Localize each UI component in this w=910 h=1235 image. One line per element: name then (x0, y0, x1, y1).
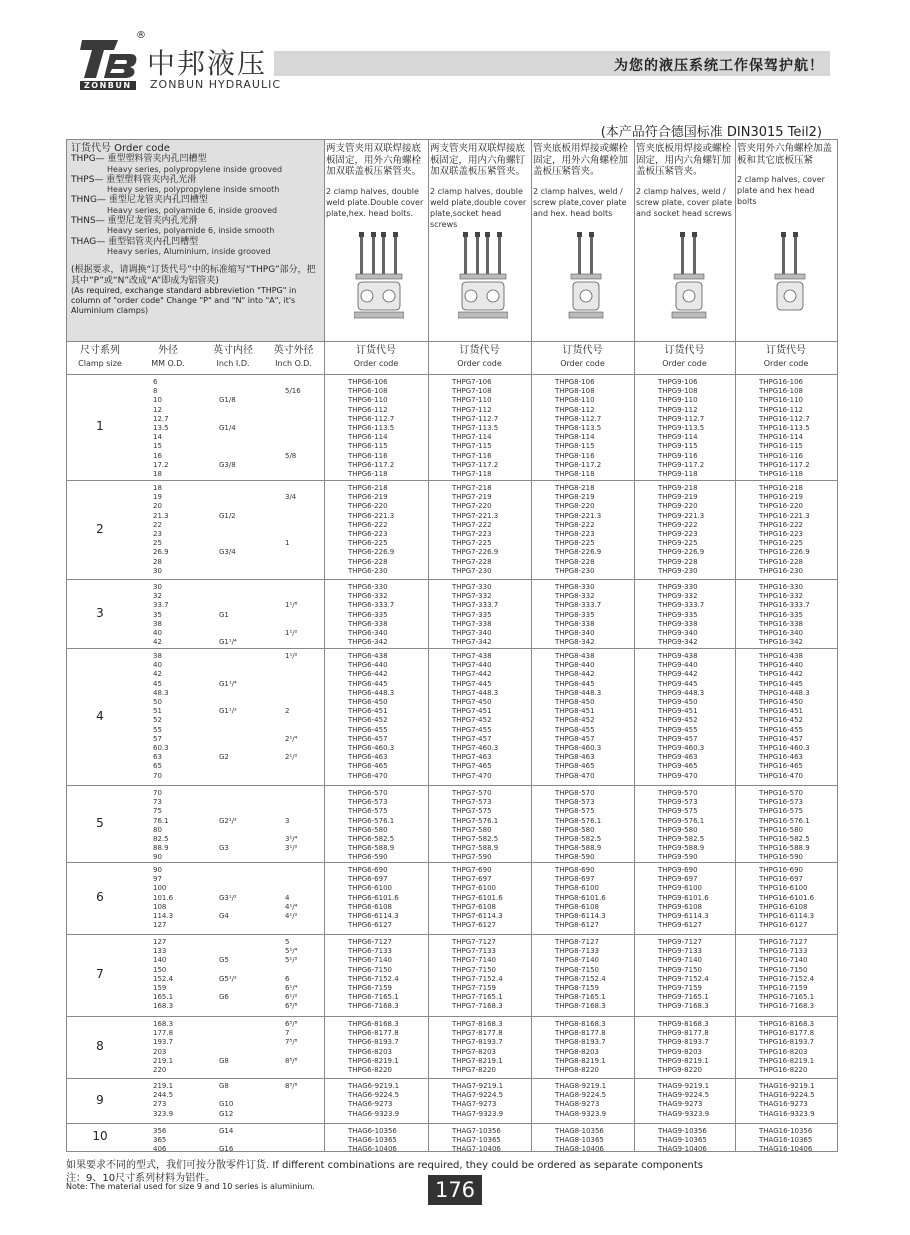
inch-od-cell: 5 5¹/⁴ 5¹/² 6 6¹/⁴ 6¹/² 6⁵/⁸ (285, 938, 298, 1011)
clamp-size-cell: 10 (92, 1129, 108, 1143)
order-code-cell: THPG8-106 THPG8-108 THPG8-110 THPG8-112 THPG8-112.7 THPG8-113.5 THPG8-114 THPG8-115 THPG8-116 THPG8-117.2 THPG8-118 (555, 378, 602, 479)
column-divider (634, 140, 635, 1151)
col-header-order-code-en: Order code (662, 359, 707, 368)
clamp-type-3 (531, 140, 634, 341)
od-cell: 38 40 42 45 48.3 50 51 52 55 57 60.3 63 65 70 (153, 652, 169, 780)
order-code-cell: THAG9-9219.1 THAG9-9224.5 THAG9-9273 THAG9-9323.9 (658, 1082, 710, 1118)
col-header-size (67, 341, 133, 374)
legend-note-en: (As required, exchange standard abbrevietion "THPG" in column of "order code" Change "P" and "N" into "A", it's Aluminium clamps) (71, 285, 297, 316)
col-header-order-code (735, 341, 837, 374)
inch-od-cell: 1¹/⁸ 1¹/² (285, 601, 298, 638)
clamp-type-desc-cn: 管夹用外六角螺栓加盖板和其它底板压紧 (737, 143, 833, 166)
inch-od-cell: 1¹/² 2 2¹/⁴ 2¹/² (285, 652, 298, 762)
col-header-order-code (428, 341, 531, 374)
column-divider (428, 140, 429, 1151)
order-code-cell: THPG9-218 THPG9-219 THPG9-220 THPG9-221.3 THPG9-222 THPG9-223 THPG9-225 THPG9-226.9 THPG9-228 THPG9-230 (658, 484, 705, 575)
col-header-inch-od-cn: 英寸外径 (273, 345, 314, 356)
order-code-cell: THPG9-7127 THPG9-7133 THPG9-7140 THPG9-7150 THPG9-7152.4 THPG9-7159 THPG9-7165.1 THPG9-7168.3 (658, 938, 709, 1011)
od-cell: 219.1 244.5 273 323.9 (153, 1082, 174, 1118)
col-header-order-code-cn: 订货代号 (664, 345, 705, 356)
clamp-type-1 (324, 140, 428, 341)
order-code-cell: THPG9-8168.3 THPG9-8177.8 THPG9-8193.7 THPG9-8203 THPG9-8219.1 THPG9-8220 (658, 1020, 709, 1075)
col-header-order-code-cn: 订货代号 (356, 345, 396, 356)
inch-od-cell: 8⁵/⁸ (285, 1082, 298, 1090)
col-header-order-code (634, 341, 735, 374)
clamp-drawing-icon (458, 232, 508, 328)
order-code-cell: THPG8-7127 THPG8-7133 THPG8-7140 THPG8-7150 THPG8-7152.4 THPG8-7159 THPG8-7165.1 THPG8-7168.3 (555, 938, 606, 1011)
clamp-type-2 (428, 140, 531, 341)
order-code-cell: THPG16-690 THPG16-697 THPG16-6100 THPG16-6101.6 THPG16-6108 THPG16-6114.3 THPG16-6127 (759, 866, 815, 930)
order-code-cell: THPG8-570 THPG8-573 THPG8-575 THPG8-576.1 THPG8-580 THPG8-582.5 THPG8-588.9 THPG8-590 (555, 789, 602, 862)
order-code-cell: THPG6-7127 THPG6-7133 THPG6-7140 THPG6-7150 THPG6-7152.4 THPG6-7159 THPG6-7165.1 THPG6-7168.3 (348, 938, 399, 1011)
clamp-type-desc-cn: 管夹底板用焊接或螺栓固定，用内六角螺钉加盖板压紧管夹。 (636, 143, 732, 177)
order-code-cell: THPG16-7127 THPG16-7133 THPG16-7140 THPG16-7150 THPG16-7152.4 THPG16-7159 THPG16-7165.1 THPG16-7168.3 (759, 938, 815, 1011)
legend-code-thps: THPS— 重型塑料管夹内孔光滑 (71, 174, 197, 185)
col-header-size-cn: 尺寸系列 (80, 345, 120, 356)
order-code-cell: THPG7-7127 THPG7-7133 THPG7-7140 THPG7-7150 THPG7-7152.4 THPG7-7159 THPG7-7165.1 THPG7-7168.3 (452, 938, 503, 1011)
brand-name-cn: 中邦液压 (147, 47, 268, 80)
clamp-type-desc-cn: 两支管夹用双联焊接底板固定，用外六角螺栓加双联盖板压紧管夹。 (326, 143, 422, 177)
legend-code-thns: THNS— 重型尼龙管夹内孔光滑 (71, 216, 198, 227)
order-code-cell: THPG6-438 THPG6-440 THPG6-442 THPG6-445 THPG6-448.3 THPG6-450 THPG6-451 THPG6-452 THPG6-455 THPG6-457 THPG6-460.3 THPG6-463 THPG6-465 THPG6-470 (348, 652, 395, 780)
order-code-cell: THPG9-106 THPG9-108 THPG9-110 THPG9-112 THPG9-112.7 THPG9-113.5 THPG9-114 THPG9-115 THPG9-116 THPG9-117.2 THPG9-118 (658, 378, 705, 479)
order-code-cell: THPG9-438 THPG9-440 THPG9-442 THPG9-445 THPG9-448.3 THPG9-450 THPG9-451 THPG9-452 THPG9-455 THPG9-457 THPG9-460.3 THPG9-463 THPG9-465 THPG9-470 (658, 652, 705, 780)
column-divider (324, 140, 325, 1151)
clamp-size-cell: 3 (96, 605, 104, 620)
clamp-type-desc-en: 2 clamp halves, double weld plate.Double cover plate,hex. head bolts. (326, 186, 424, 218)
inch-id-cell: G1/8 G1/4 G3/8 (219, 396, 236, 469)
col-header-inch-od (263, 341, 324, 374)
inch-id-cell: G5 G5¹/² G6 (219, 956, 237, 1002)
col-header-od (133, 341, 203, 374)
inch-od-cell: 5/16 5/8 (285, 387, 301, 460)
order-code-cell: THPG7-218 THPG7-219 THPG7-220 THPG7-221.3 THPG7-222 THPG7-223 THPG7-225 THPG7-226.9 THPG7-228 THPG7-230 (452, 484, 499, 575)
order-code-cell: THAG8-9219.1 THAG8-9224.5 THAG8-9273 THAG8-9323.9 (555, 1082, 607, 1118)
od-cell: 168.3 177.8 193.7 203 219.1 220 (153, 1020, 174, 1075)
od-cell: 30 32 33.7 35 38 40 42 (153, 583, 169, 647)
group-divider (67, 862, 837, 863)
product-table (66, 139, 838, 1152)
col-header-order-code (531, 341, 634, 374)
order-code-cell: THPG16-8168.3 THPG16-8177.8 THPG16-8193.7 THPG16-8203 THPG16-8219.1 THPG16-8220 (759, 1020, 815, 1075)
legend-code-thag: THAG— 重型铝管夹内孔凹槽型 (71, 236, 199, 247)
inch-od-cell: 3 3¹/⁴ 3¹/² (285, 816, 298, 853)
col-header-size-en: Clamp size (78, 359, 122, 368)
group-divider (67, 579, 837, 580)
col-header-inch-id-cn: 英寸内径 (213, 345, 253, 356)
group-divider (67, 1078, 837, 1079)
order-code-cell: THPG16-330 THPG16-332 THPG16-333.7 THPG16-335 THPG16-338 THPG16-340 THPG16-342 (759, 583, 810, 647)
inch-od-cell: 4 4¹/⁴ 4¹/² (285, 893, 298, 921)
col-header-inch-id (203, 341, 263, 374)
clamp-drawing-icon (664, 232, 714, 328)
order-code-cell: THAG8-10356 THAG8-10365 THAG8-10406 (555, 1127, 604, 1154)
col-header-order-code-en: Order code (457, 359, 502, 368)
order-code-cell: THAG6-10356 THAG6-10365 THAG6-10406 (348, 1127, 397, 1154)
order-code-cell: THPG16-106 THPG16-108 THPG16-110 THPG16-112 THPG16-112.7 THPG16-113.5 THPG16-114 THPG16-115 THPG16-116 THPG16-117.2 THPG16-118 (759, 378, 810, 479)
group-divider (67, 934, 837, 935)
order-code-cell: THPG7-8168.3 THPG7-8177.8 THPG7-8193.7 THPG7-8203 THPG7-8219.1 THPG7-8220 (452, 1020, 503, 1075)
logo-subtext: ZONBUN (80, 81, 136, 90)
inch-id-cell: G1/2 G3/4 (219, 511, 236, 557)
clamp-size-cell: 7 (96, 967, 104, 981)
header-divider (67, 341, 837, 342)
order-code-cell: THPG16-218 THPG16-219 THPG16-220 THPG16-221.3 THPG16-222 THPG16-223 THPG16-225 THPG16-226.9 THPG16-228 THPG16-230 (759, 484, 810, 575)
clamp-drawing-icon (765, 232, 815, 328)
col-header-inch-id-en: Inch I.D. (216, 359, 250, 368)
legend-code-thng: THNG— 重型尼龙管夹内孔凹槽型 (71, 195, 208, 206)
order-code-cell: THPG9-330 THPG9-332 THPG9-333.7 THPG9-335 THPG9-338 THPG9-340 THPG9-342 (658, 583, 705, 647)
order-code-cell: THPG7-690 THPG7-697 THPG7-6100 THPG7-6101.6 THPG7-6108 THPG7-6114.3 THPG7-6127 (452, 866, 503, 930)
order-code-cell: THPG6-8168.3 THPG6-8177.8 THPG6-8193.7 THPG6-8203 THPG6-8219.1 THPG6-8220 (348, 1020, 399, 1075)
od-cell: 127 133 140 150 152.4 159 165.1 168.3 (153, 938, 174, 1011)
brand-name-en: ZONBUN HYDRAULIC (150, 78, 282, 91)
order-code-cell: THPG7-106 THPG7-108 THPG7-110 THPG7-112 THPG7-112.7 THPG7-113.5 THPG7-114 THPG7-115 THPG7-116 THPG7-117.2 THPG7-118 (452, 378, 499, 479)
col-header-order-code-cn: 订货代号 (562, 345, 603, 356)
order-code-cell: THPG16-570 THPG16-573 THPG16-575 THPG16-576.1 THPG16-580 THPG16-582.5 THPG16-588.9 THPG16-590 (759, 789, 810, 862)
clamp-type-desc-en: 2 clamp halves, cover plate and hex head bolts (737, 175, 825, 206)
order-code-cell: THPG9-570 THPG9-573 THPG9-575 THPG9-576.1 THPG9-580 THPG9-582.5 THPG9-588.9 THPG9-590 (658, 789, 705, 862)
group-divider (67, 648, 837, 649)
clamp-type-desc-en: 2 clamp halves, weld / screw plate,cover plate and hex. head bolts (533, 186, 627, 218)
footer-note-combinations: 如果要求不同的型式，我们可按分散零件订货. If different combinations are required, they could be ordered as separate components (66, 1160, 703, 1171)
inch-id-cell: G3¹/² G4 (219, 893, 237, 921)
order-code-cell: THPG8-690 THPG8-697 THPG8-6100 THPG8-6101.6 THPG8-6108 THPG8-6114.3 THPG8-6127 (555, 866, 606, 930)
group-divider (67, 1123, 837, 1124)
order-code-cell: THPG8-8168.3 THPG8-8177.8 THPG8-8193.7 THPG8-8203 THPG8-8219.1 THPG8-8220 (555, 1020, 606, 1075)
legend-note-cn: (根据要求，请调换“订货代号”中的标准缩写“THPG”部分，把其中“P”或“N”改成“A”即成为铝管夹) (71, 265, 316, 286)
group-divider (67, 480, 837, 481)
inch-id-cell: G8 (219, 1056, 229, 1065)
clamp-type-desc-en: 2 clamp halves, double weld plate,double cover plate,socket head screws (430, 186, 527, 229)
order-code-cell: THAG9-10356 THAG9-10365 THAG9-10406 (658, 1127, 707, 1154)
od-cell: 90 97 100 101.6 108 114.3 127 (153, 866, 174, 930)
header-divider (67, 374, 837, 375)
standard-note: (本产品符合德国标准 DIN3015 Teil2) (600, 125, 822, 140)
od-cell: 6 8 10 12 12.7 13.5 14 15 16 17.2 18 (153, 378, 169, 479)
inch-id-cell: G14 G16 (219, 1127, 234, 1154)
order-code-cell: THPG8-438 THPG8-440 THPG8-442 THPG8-445 THPG8-448.3 THPG8-450 THPG8-451 THPG8-452 THPG8-455 THPG8-457 THPG8-460.3 THPG8-463 THPG8-465 THPG8-470 (555, 652, 602, 780)
clamp-type-desc-cn: 两支管夹用双联焊接底板固定，用内六角螺钉加双联盖板压紧管夹。 (430, 143, 526, 177)
inch-id-cell: G1 G1¹/⁴ (219, 610, 237, 647)
clamp-type-desc-en: 2 clamp halves, weld / screw plate, cover plate and socket head screws (636, 186, 733, 218)
inch-id-cell: G2¹/² G3 (219, 816, 237, 853)
legend-code-thpg-en: Heavy series, polypropylene inside grooved (107, 164, 283, 174)
order-code-cell: THPG6-106 THPG6-108 THPG6-110 THPG6-112 THPG6-112.7 THPG6-113.5 THPG6-114 THPG6-115 THPG6-116 THPG6-117.2 THPG6-118 (348, 378, 395, 479)
order-code-cell: THPG7-330 THPG7-332 THPG7-333.7 THPG7-335 THPG7-338 THPG7-340 THPG7-342 (452, 583, 499, 647)
column-divider (735, 140, 736, 1151)
col-header-inch-od-en: Inch O.D. (275, 359, 312, 368)
slogan: 为您的液压系统工作保驾护航！ (614, 58, 824, 74)
order-code-cell: THPG6-690 THPG6-697 THPG6-6100 THPG6-6101.6 THPG6-6108 THPG6-6114.3 THPG6-6127 (348, 866, 399, 930)
legend-code-thag-en: Heavy series, Aluminium, inside grooved (107, 246, 271, 256)
order-code-cell: THPG9-690 THPG9-697 THPG9-6100 THPG9-6101.6 THPG9-6108 THPG9-6114.3 THPG9-6127 (658, 866, 709, 930)
inch-od-cell: 6⁵/⁸ 7 7⁵/⁸ 8⁵/⁸ (285, 1020, 298, 1065)
inch-od-cell: 3/4 1 (285, 493, 297, 548)
col-header-order-code-cn: 订货代号 (459, 345, 500, 356)
col-header-order-code-en: Order code (353, 359, 399, 368)
inch-id-cell: G8 G10 G12 (219, 1082, 234, 1118)
clamp-type-desc-cn: 管夹底板用焊接或螺栓固定，用外六角螺栓加盖板压紧管夹。 (533, 143, 629, 177)
clamp-type-5 (735, 140, 837, 341)
page-number: 176 (428, 1175, 482, 1205)
order-code-cell: THAG7-10356 THAG7-10365 THAG7-10406 (452, 1127, 501, 1154)
inch-id-cell: G1¹/⁴ G1¹/² G2 (219, 679, 237, 762)
order-code-cell: THAG6-9219.1 THAG6-9224.5 THAG6-9273 THAG6-9323.9 (348, 1082, 400, 1118)
legend-code-thps-en: Heavy series, polypropylene inside smooth (107, 185, 280, 195)
col-header-order-code-cn: 订货代号 (766, 345, 806, 356)
order-code-legend (67, 140, 324, 341)
od-cell: 70 73 75 76.1 80 82.5 88.9 90 (153, 789, 169, 862)
col-header-od-cn: 外径 (158, 345, 178, 356)
column-divider (531, 140, 532, 1151)
col-header-order-code-en: Order code (763, 359, 809, 368)
order-code-cell: THPG6-218 THPG6-219 THPG6-220 THPG6-221.3 THPG6-222 THPG6-223 THPG6-225 THPG6-226.9 THPG6-228 THPG6-230 (348, 484, 395, 575)
col-header-order-code-en: Order code (560, 359, 605, 368)
clamp-size-cell: 1 (96, 419, 104, 433)
group-divider (67, 1016, 837, 1017)
order-code-cell: THAG16-9219.1 THAG16-9224.5 THAG16-9273 THAG16-9323.9 (759, 1082, 815, 1118)
col-header-order-code (324, 341, 428, 374)
clamp-size-cell: 4 (96, 708, 104, 723)
clamp-type-4 (634, 140, 735, 341)
clamp-drawing-icon (561, 232, 611, 328)
clamp-size-cell: 9 (96, 1092, 104, 1107)
order-code-cell: THAG16-10356 THAG16-10365 THAG16-10406 (759, 1127, 813, 1154)
order-code-cell: THPG6-570 THPG6-573 THPG6-575 THPG6-576.1 THPG6-580 THPG6-582.5 THPG6-588.9 THPG6-590 (348, 789, 395, 862)
legend-title: 订货代号 Order code (71, 143, 170, 154)
footer-note-material-en: Note: The material used for size 9 and 10 series is aluminium. (66, 1182, 315, 1191)
clamp-drawing-icon (354, 232, 404, 328)
order-code-cell: THPG7-438 THPG7-440 THPG7-442 THPG7-445 THPG7-448.3 THPG7-450 THPG7-451 THPG7-452 THPG7-455 THPG7-457 THPG7-460.3 THPG7-463 THPG7-465 THPG7-470 (452, 652, 499, 780)
od-cell: 18 19 20 21.3 22 23 25 26.9 28 30 (153, 484, 169, 575)
order-code-cell: THPG8-330 THPG8-332 THPG8-333.7 THPG8-335 THPG8-338 THPG8-340 THPG8-342 (555, 583, 602, 647)
legend-code-thns-en: Heavy series, polyamide 6, inside smooth (107, 226, 275, 236)
clamp-size-cell: 6 (96, 890, 104, 904)
zonbun-logo-icon (80, 38, 138, 80)
legend-code-thpg: THPG— 重型塑料管夹内孔凹槽型 (71, 154, 207, 165)
col-header-od-en: MM O.D. (151, 359, 185, 368)
order-code-cell: THPG8-218 THPG8-219 THPG8-220 THPG8-221.3 THPG8-222 THPG8-223 THPG8-225 THPG8-226.9 THPG8-228 THPG8-230 (555, 484, 602, 575)
order-code-cell: THPG16-438 THPG16-440 THPG16-442 THPG16-445 THPG16-448.3 THPG16-450 THPG16-451 THPG16-452 THPG16-455 THPG16-457 THPG16-460.3 THPG16-463 THPG16-465 THPG16-470 (759, 652, 810, 780)
clamp-size-cell: 5 (96, 815, 104, 830)
clamp-size-cell: 2 (96, 521, 104, 536)
group-divider (67, 785, 837, 786)
registered-mark: ® (136, 30, 146, 41)
clamp-size-cell: 8 (96, 1039, 104, 1053)
order-code-cell: THPG7-570 THPG7-573 THPG7-575 THPG7-576.1 THPG7-580 THPG7-582.5 THPG7-588.9 THPG7-590 (452, 789, 499, 862)
order-code-cell: THPG6-330 THPG6-332 THPG6-333.7 THPG6-335 THPG6-338 THPG6-340 THPG6-342 (348, 583, 395, 647)
order-code-cell: THAG7-9219.1 THAG7-9224.5 THAG7-9273 THAG7-9323.9 (452, 1082, 504, 1118)
legend-code-thng-en: Heavy series, polyamide 6, inside grooved (107, 205, 278, 215)
od-cell: 356 365 406 (153, 1127, 167, 1154)
footer-note-material-cn: 注：9、10尺寸系列材料为铝件。 (66, 1173, 216, 1184)
